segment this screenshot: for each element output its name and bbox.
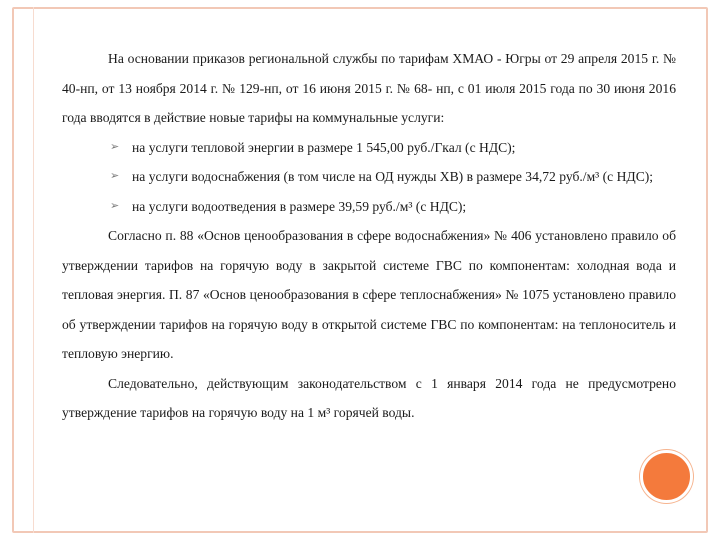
- left-rail: [12, 7, 34, 533]
- tariff-list: [62, 133, 676, 222]
- list-item: [110, 162, 676, 192]
- paragraph-pricing-rules: Согласно п. 88 «Основ ценообразования в сфере водоснабжения» № 406 установлено правило об утверждении тарифов на горячую воду в закрытой системе ГВС по компонентам: холодная вода и тепловая энергия. П. 87 «Основ ценообразования в сфере теплоснабжения» № 1075 установлено правило об утверждении тарифов на горячую воду в открытой системе ГВС по компонентам: на теплоноситель и тепловую энергию.: [62, 228, 676, 361]
- accent-circle: [640, 450, 693, 503]
- document-body: [62, 44, 676, 428]
- list-item-text: на услуги водоотведения в размере 39,59 руб./м³ (с НДС);: [132, 198, 467, 214]
- arrowhead-bullet-icon: ➢: [110, 140, 120, 153]
- arrowhead-bullet-icon: ➢: [110, 199, 120, 212]
- list-item: [110, 133, 676, 163]
- paragraph-tariff-orders: На основании приказов региональной службы по тарифам ХМАО - Югры от 29 апреля 2015 г. № 40-нп, от 13 ноября 2014 г. № 129-нп, от 16 июня 2015 г. № 68- нп, с 01 июля 2015 года по 30 июня 2016 года вводятся в действие новые тарифы на коммунальные услуги:: [62, 51, 676, 125]
- list-item: [110, 192, 676, 222]
- paragraph-conclusion: Следовательно, действующим законодательством с 1 января 2014 года не предусмотрено утверждение тарифов на горячую воду на 1 м³ горячей воды.: [62, 375, 676, 420]
- list-item-text: на услуги водоснабжения (в том числе на ОД нужды ХВ) в размере 34,72 руб./м³ (с НДС);: [132, 169, 654, 184]
- arrowhead-bullet-icon: ➢: [110, 170, 120, 182]
- list-item-text: на услуги тепловой энергии в размере 1 545,00 руб./Гкал (с НДС);: [132, 139, 516, 155]
